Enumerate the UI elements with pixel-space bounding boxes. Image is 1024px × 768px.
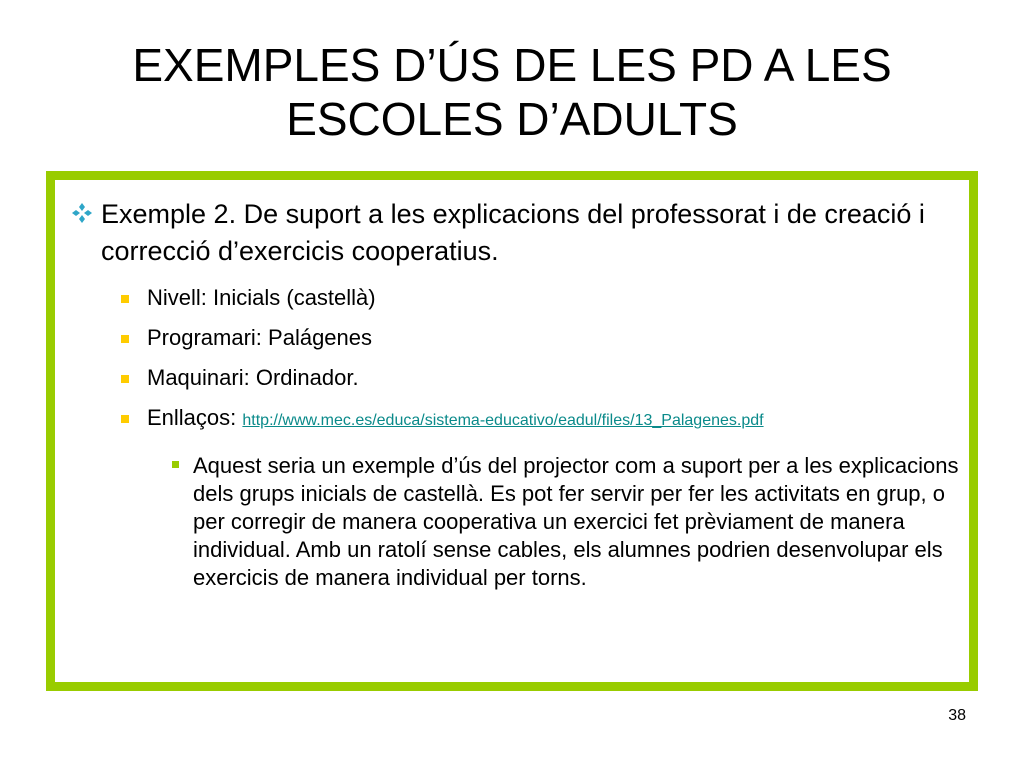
slide-title	[40, 38, 984, 146]
square-bullet-icon	[121, 335, 129, 343]
content-frame	[46, 171, 978, 691]
square-bullet-icon	[121, 415, 129, 423]
sub-item-text: Nivell: Inicials (castellà)	[147, 285, 376, 310]
detail-text: Aquest seria un exemple d’ús del projector com a suport per a les explicacions dels grups inicials de castellà. Es pot fer servir per fer les activitats en grup, o per corregir de manera cooperativa un exercici fet prèviament de manera individual. Amb un ratolí sense cables, els alumnes podrien desenvolupar els exercicis de manera individual per torns.	[193, 453, 959, 590]
slide-title-line-1: EXEMPLES D’ÚS DE LES PD A LES	[132, 39, 892, 91]
sub-item-links	[147, 403, 764, 436]
links-label: Enllaços:	[147, 405, 243, 430]
square-bullet-icon	[121, 295, 129, 303]
sub-item-text: Maquinari: Ordinador.	[147, 365, 359, 390]
four-diamond-bullet-icon	[71, 202, 93, 224]
main-bullet-text: Exemple 2. De suport a les explicacions del professorat i de creació i correcció d’exercicis cooperatius.	[101, 199, 925, 266]
square-bullet-icon	[121, 375, 129, 383]
page-number: 38	[948, 707, 966, 724]
palagenes-link[interactable]: http://www.mec.es/educa/sistema-educativo/eadul/files/13_Palagenes.pdf	[242, 412, 764, 429]
sub-item-text: Programari: Palágenes	[147, 325, 373, 350]
square-bullet-icon	[172, 461, 179, 468]
slide-title-line-2: ESCOLES D’ADULTS	[286, 93, 738, 145]
